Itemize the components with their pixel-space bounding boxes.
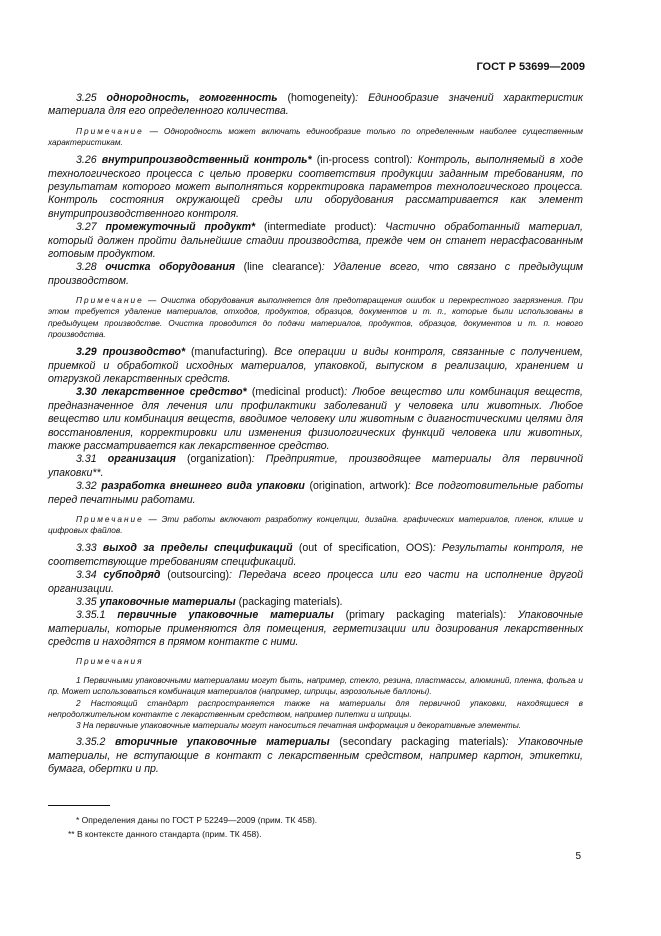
entry-english: (manufacturing) — [191, 346, 266, 359]
note-dash: — — [143, 513, 162, 524]
document-body — [48, 92, 583, 776]
entry-english: (primary packaging materials) — [345, 609, 504, 622]
entry-3-25 — [48, 92, 583, 119]
document-header: ГОСТ Р 53699—2009 — [476, 61, 585, 73]
entry-3-35 — [48, 596, 583, 609]
entry-3-30 — [48, 386, 583, 453]
entry-number: 3.35.2 — [76, 736, 106, 749]
entry-3-27 — [48, 221, 583, 261]
entry-3-29 — [48, 346, 583, 386]
entry-number: 3.25 — [76, 92, 97, 104]
entry-number: 3.35.1 — [76, 609, 106, 622]
entry-3-33 — [48, 542, 583, 569]
entry-number: 3.28 — [76, 261, 97, 274]
entry-term: разработка внешнего вида упаковки — [101, 480, 305, 493]
entry-english: (out of specification, OOS) — [298, 542, 433, 555]
entry-definition: : Предприятие, производящее материалы для первичной упаковки**. — [48, 453, 583, 479]
entry-definition: . — [339, 596, 343, 608]
entry-3-31 — [48, 453, 583, 480]
entry-definition: : Любое вещество или комбинация веществ, предназначенное для лечения или профилактики заболеваний у человека или животных. Любое вещество или комбинация веществ, вводимое человеку или животным с диагностическими целями для восстановления, корректировки или изменения физиологических функций человека или животных, также рассматривается как лекарственное средство. — [48, 386, 583, 452]
entry-term: внутрипроизводственный контроль* — [101, 154, 312, 167]
entry-term: вторичные упаковочные материалы — [115, 736, 330, 749]
entry-definition: : Упаковочные материалы, не вступающие в контакт с лекарственным средством, например картон, этикетки, бумага, обертки и пр. — [48, 736, 583, 775]
entry-number: 3.33 — [76, 542, 97, 555]
entry-english: (secondary packaging materials) — [339, 736, 506, 749]
entry-3-28 — [48, 261, 583, 288]
entry-definition: : Частично обработанный материал, который должен пройти дальнейшие стадии производства, прежде чем он станет нерасфасованным готовым продуктом. — [48, 221, 583, 261]
entry-english: (medicinal product) — [251, 386, 345, 399]
note-dash: — — [143, 295, 161, 306]
entry-term: лекарственное средство* — [101, 386, 247, 399]
entry-definition: . Все операции и виды контроля, связанные с получением, приемкой и обработкой исходных материалов, упаковкой, выпуском в реализацию, хранением и отгрузкой лекарственных средств. — [48, 346, 584, 385]
entry-3-35-1 — [48, 609, 583, 649]
entry-definition: : Удаление всего, что связано с предыдущим производством. — [48, 261, 583, 287]
entry-term: производство* — [102, 346, 186, 359]
entry-definition: : Результаты контроля, не соответствующие требованиям спецификаций. — [48, 542, 583, 568]
entry-number: 3.35 — [76, 596, 97, 608]
note-item-2: 2 Настоящий стандарт распространяется также на материалы для первичной упаковки, находящиеся в непродолжительном контакте с лекарственным средством, например пипетки и шприцы. — [48, 697, 583, 719]
footnote-divider — [48, 805, 110, 806]
entry-english: (homogeneity) — [287, 92, 356, 104]
entry-3-34 — [48, 569, 583, 596]
entry-english: (intermediate product) — [264, 221, 374, 234]
entry-number: 3.27 — [76, 221, 97, 234]
entry-number: 3.31 — [76, 453, 97, 466]
entry-english: (line clearance) — [243, 261, 322, 274]
footnote-2: ** В контексте данного стандарта (прим. ТК 458). — [68, 829, 262, 839]
entry-term: организация — [107, 453, 176, 466]
entry-term: однородность, гомогенность — [106, 92, 278, 104]
entry-english: (in-process control) — [316, 154, 410, 167]
note-text: Очистка оборудования выполняется для предотвращения ошибок и перекрестного загрязнения. При этом требуется удаление материалов, отходов, продуктов, образцов, документов и т. п., которые были использованы в предыдущем производстве. Очистка проводится до подачи материалов, продуктов, образцов, документов и т. п. нового производства. — [48, 295, 583, 339]
entry-number: 3.26 — [76, 154, 97, 167]
footnote-1: * Определения даны по ГОСТ Р 52249—2009 (прим. ТК 458). — [76, 815, 318, 825]
note-dash: — — [143, 125, 164, 136]
notes-heading: Примечания — [76, 655, 144, 666]
note-item-1: 1 Первичными упаковочными материалами могут быть, например, стекло, резина, пластмассы, алюминий, пленка, фольга и пр. Может использоваться комбинация материалов (например, шприцы, аэрозольные баллоны). — [48, 675, 583, 697]
note-text: Эти работы включают разработку концепции, дизайна. графических материалов, пленок, клише и цифровых файлов. — [48, 513, 583, 536]
entry-3-35-2 — [48, 736, 583, 776]
entry-english: (organization) — [186, 453, 252, 466]
entry-definition: : Передача всего процесса или его части на исполнение другой организации. — [48, 569, 583, 595]
entry-term: первичные упаковочные материалы — [117, 609, 334, 622]
entry-english: (packaging materials) — [238, 596, 340, 608]
entry-definition: : Все подготовительные работы перед печатными работами. — [48, 480, 583, 506]
note-item-3: 3 На первичные упаковочные материалы могут наноситься печатная информация и декоративные элементы. — [76, 719, 522, 730]
entry-definition: : Единообразие значений характеристик материала для его определенного количества. — [48, 92, 583, 118]
entry-number: 3.30 — [76, 386, 97, 399]
entry-term: очистка оборудования — [105, 261, 236, 274]
note-label: Примечание — [76, 295, 144, 306]
entry-definition: : Упаковочные материалы, которые применяются для помещения, герметизации или дозирования лекарственных средств и находятся в прямом контакте с ними. — [48, 609, 583, 649]
note-3-32 — [48, 514, 583, 536]
note-label: Примечание — [76, 125, 144, 136]
page-number: 5 — [575, 851, 581, 862]
entry-number: 3.32 — [76, 480, 97, 493]
entry-term: промежуточный продукт* — [105, 221, 256, 234]
entry-term: упаковочные материалы — [99, 596, 236, 608]
entry-3-32 — [48, 480, 583, 507]
entry-english: (outsourcing) — [167, 569, 230, 582]
note-text: Однородность может включать единообразие только по определенным наиболее существенным характеристикам. — [48, 125, 583, 148]
entry-term: выход за пределы спецификаций — [102, 542, 293, 555]
entry-english: (origination, artwork) — [309, 480, 408, 493]
entry-3-26 — [48, 154, 583, 221]
entry-number: 3.29 — [76, 346, 97, 359]
entry-number: 3.34 — [76, 569, 97, 582]
note-label: Примечание — [76, 513, 144, 524]
entry-term: субподряд — [103, 569, 161, 582]
note-3-28 — [48, 295, 583, 340]
note-3-25 — [48, 126, 583, 148]
entry-definition: : Контроль, выполняемый в ходе технологического процесса с целью проверки соответствия продукции заданным требованиям, по результатам которого может выполняться корректировка параметров технологического процесса. Контроль состояния окружающей среды или оборудования рассматривается как элемент внутрипроизводственного контроля. — [48, 154, 583, 220]
